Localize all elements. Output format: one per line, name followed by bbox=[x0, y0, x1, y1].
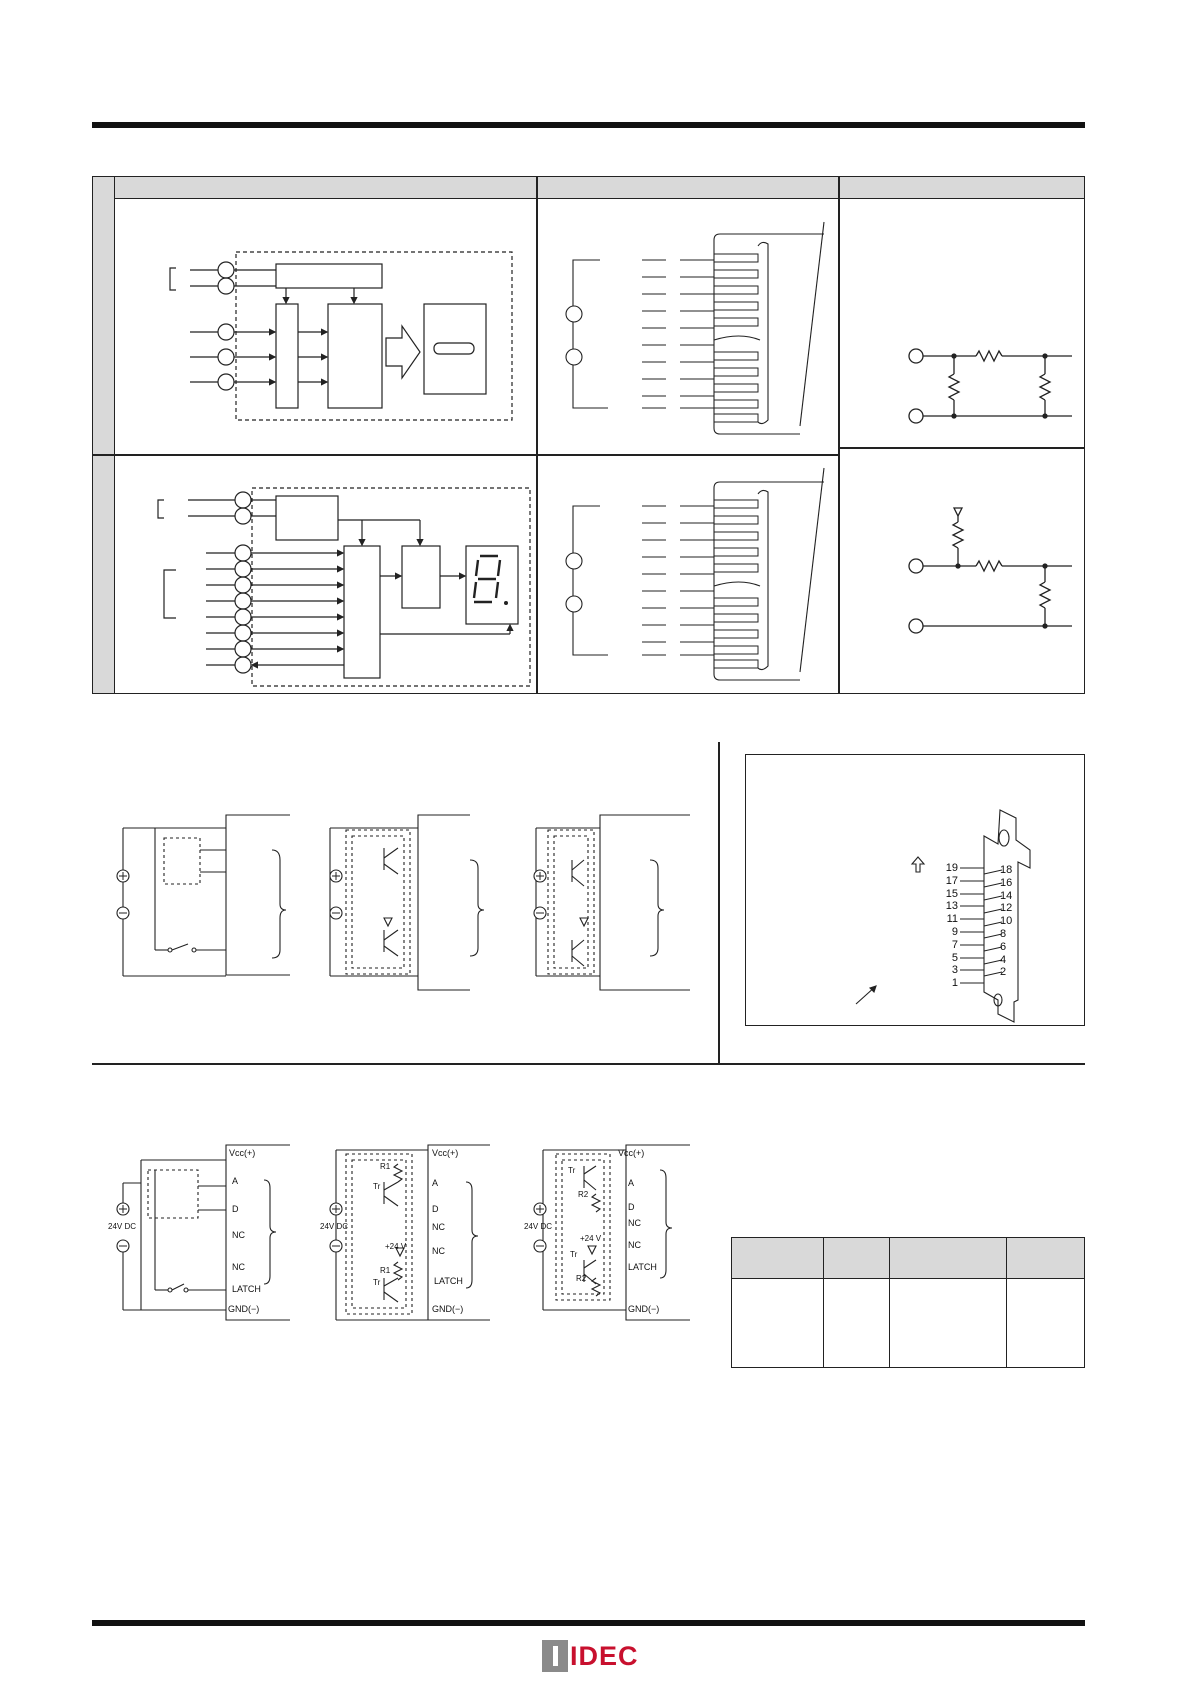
pin-number: 17 bbox=[945, 874, 958, 887]
label-vcc: Vcc(+) bbox=[229, 1148, 256, 1158]
pin-number: 7 bbox=[951, 938, 958, 951]
pin-number: 13 bbox=[945, 900, 958, 913]
spec-table-row bbox=[732, 1279, 1085, 1368]
pin-number: 10 bbox=[1000, 915, 1013, 928]
label-gnd: GND(−) bbox=[228, 1304, 260, 1314]
idec-logo-mark bbox=[542, 1640, 568, 1672]
label-latch: LATCH bbox=[232, 1284, 261, 1294]
label-vcc: Vcc(+) bbox=[432, 1148, 459, 1158]
label-a: A bbox=[232, 1176, 239, 1186]
pin-number: 19 bbox=[945, 862, 958, 874]
label-tr: Tr bbox=[373, 1182, 381, 1191]
spec-header-cell bbox=[823, 1238, 890, 1279]
pin-number: 6 bbox=[1000, 940, 1007, 953]
pin-number: 11 bbox=[946, 913, 958, 926]
spec-cell bbox=[1006, 1279, 1084, 1368]
label-d: D bbox=[432, 1204, 439, 1214]
idec-logo bbox=[542, 1640, 639, 1672]
label-tr: Tr bbox=[570, 1250, 578, 1259]
pin-number: 1 bbox=[951, 977, 958, 990]
label-gnd: GND(−) bbox=[432, 1304, 464, 1314]
pin-number: 8 bbox=[1000, 927, 1007, 940]
label-plus24: +24 V bbox=[385, 1242, 407, 1251]
pin-number: 3 bbox=[951, 964, 958, 977]
label-r1: R1 bbox=[380, 1162, 391, 1171]
pin-number: 12 bbox=[1000, 902, 1013, 915]
label-nc: NC bbox=[628, 1240, 641, 1250]
label-24v-dc: 24V DC bbox=[524, 1222, 553, 1231]
spec-cell bbox=[890, 1279, 1007, 1368]
label-24v-dc: 24V DC bbox=[108, 1222, 137, 1231]
label-gnd: GND(−) bbox=[628, 1304, 660, 1314]
label-r2: R2 bbox=[578, 1190, 589, 1199]
spec-cell bbox=[823, 1279, 890, 1368]
label-a: A bbox=[432, 1178, 439, 1188]
label-r2: R2 bbox=[576, 1274, 587, 1283]
label-nc: NC bbox=[432, 1246, 445, 1256]
pin-number: 15 bbox=[945, 887, 958, 900]
pin-number: 18 bbox=[1000, 864, 1013, 876]
pin-number: 5 bbox=[951, 951, 958, 964]
label-plus24: +24 V bbox=[580, 1234, 602, 1243]
label-24v-dc: 24V DC bbox=[320, 1222, 349, 1231]
spec-cell bbox=[732, 1279, 824, 1368]
spec-header-cell bbox=[1006, 1238, 1084, 1279]
pin-number: 9 bbox=[951, 925, 958, 938]
label-d: D bbox=[628, 1202, 635, 1212]
label-latch: LATCH bbox=[434, 1276, 463, 1286]
spec-table-header bbox=[732, 1238, 1085, 1279]
label-r1: R1 bbox=[380, 1266, 391, 1275]
label-tr: Tr bbox=[373, 1278, 381, 1287]
label-nc: NC bbox=[232, 1230, 245, 1240]
label-d: D bbox=[232, 1204, 239, 1214]
pin-number: 16 bbox=[1000, 876, 1013, 889]
label-nc: NC bbox=[232, 1262, 245, 1272]
pin-number: 2 bbox=[1000, 966, 1007, 979]
label-vcc: Vcc(+) bbox=[618, 1148, 645, 1158]
spec-header-cell bbox=[732, 1238, 824, 1279]
label-nc: NC bbox=[432, 1222, 445, 1232]
spec-header-cell bbox=[890, 1238, 1007, 1279]
pin-number: 14 bbox=[1000, 889, 1013, 902]
pin-number: 4 bbox=[1000, 953, 1007, 966]
label-a: A bbox=[628, 1178, 635, 1188]
spec-table bbox=[731, 1237, 1085, 1368]
idec-logo-text: IDEC bbox=[570, 1640, 639, 1671]
label-tr: Tr bbox=[568, 1166, 576, 1175]
label-latch: LATCH bbox=[628, 1262, 657, 1272]
label-nc: NC bbox=[628, 1218, 641, 1228]
